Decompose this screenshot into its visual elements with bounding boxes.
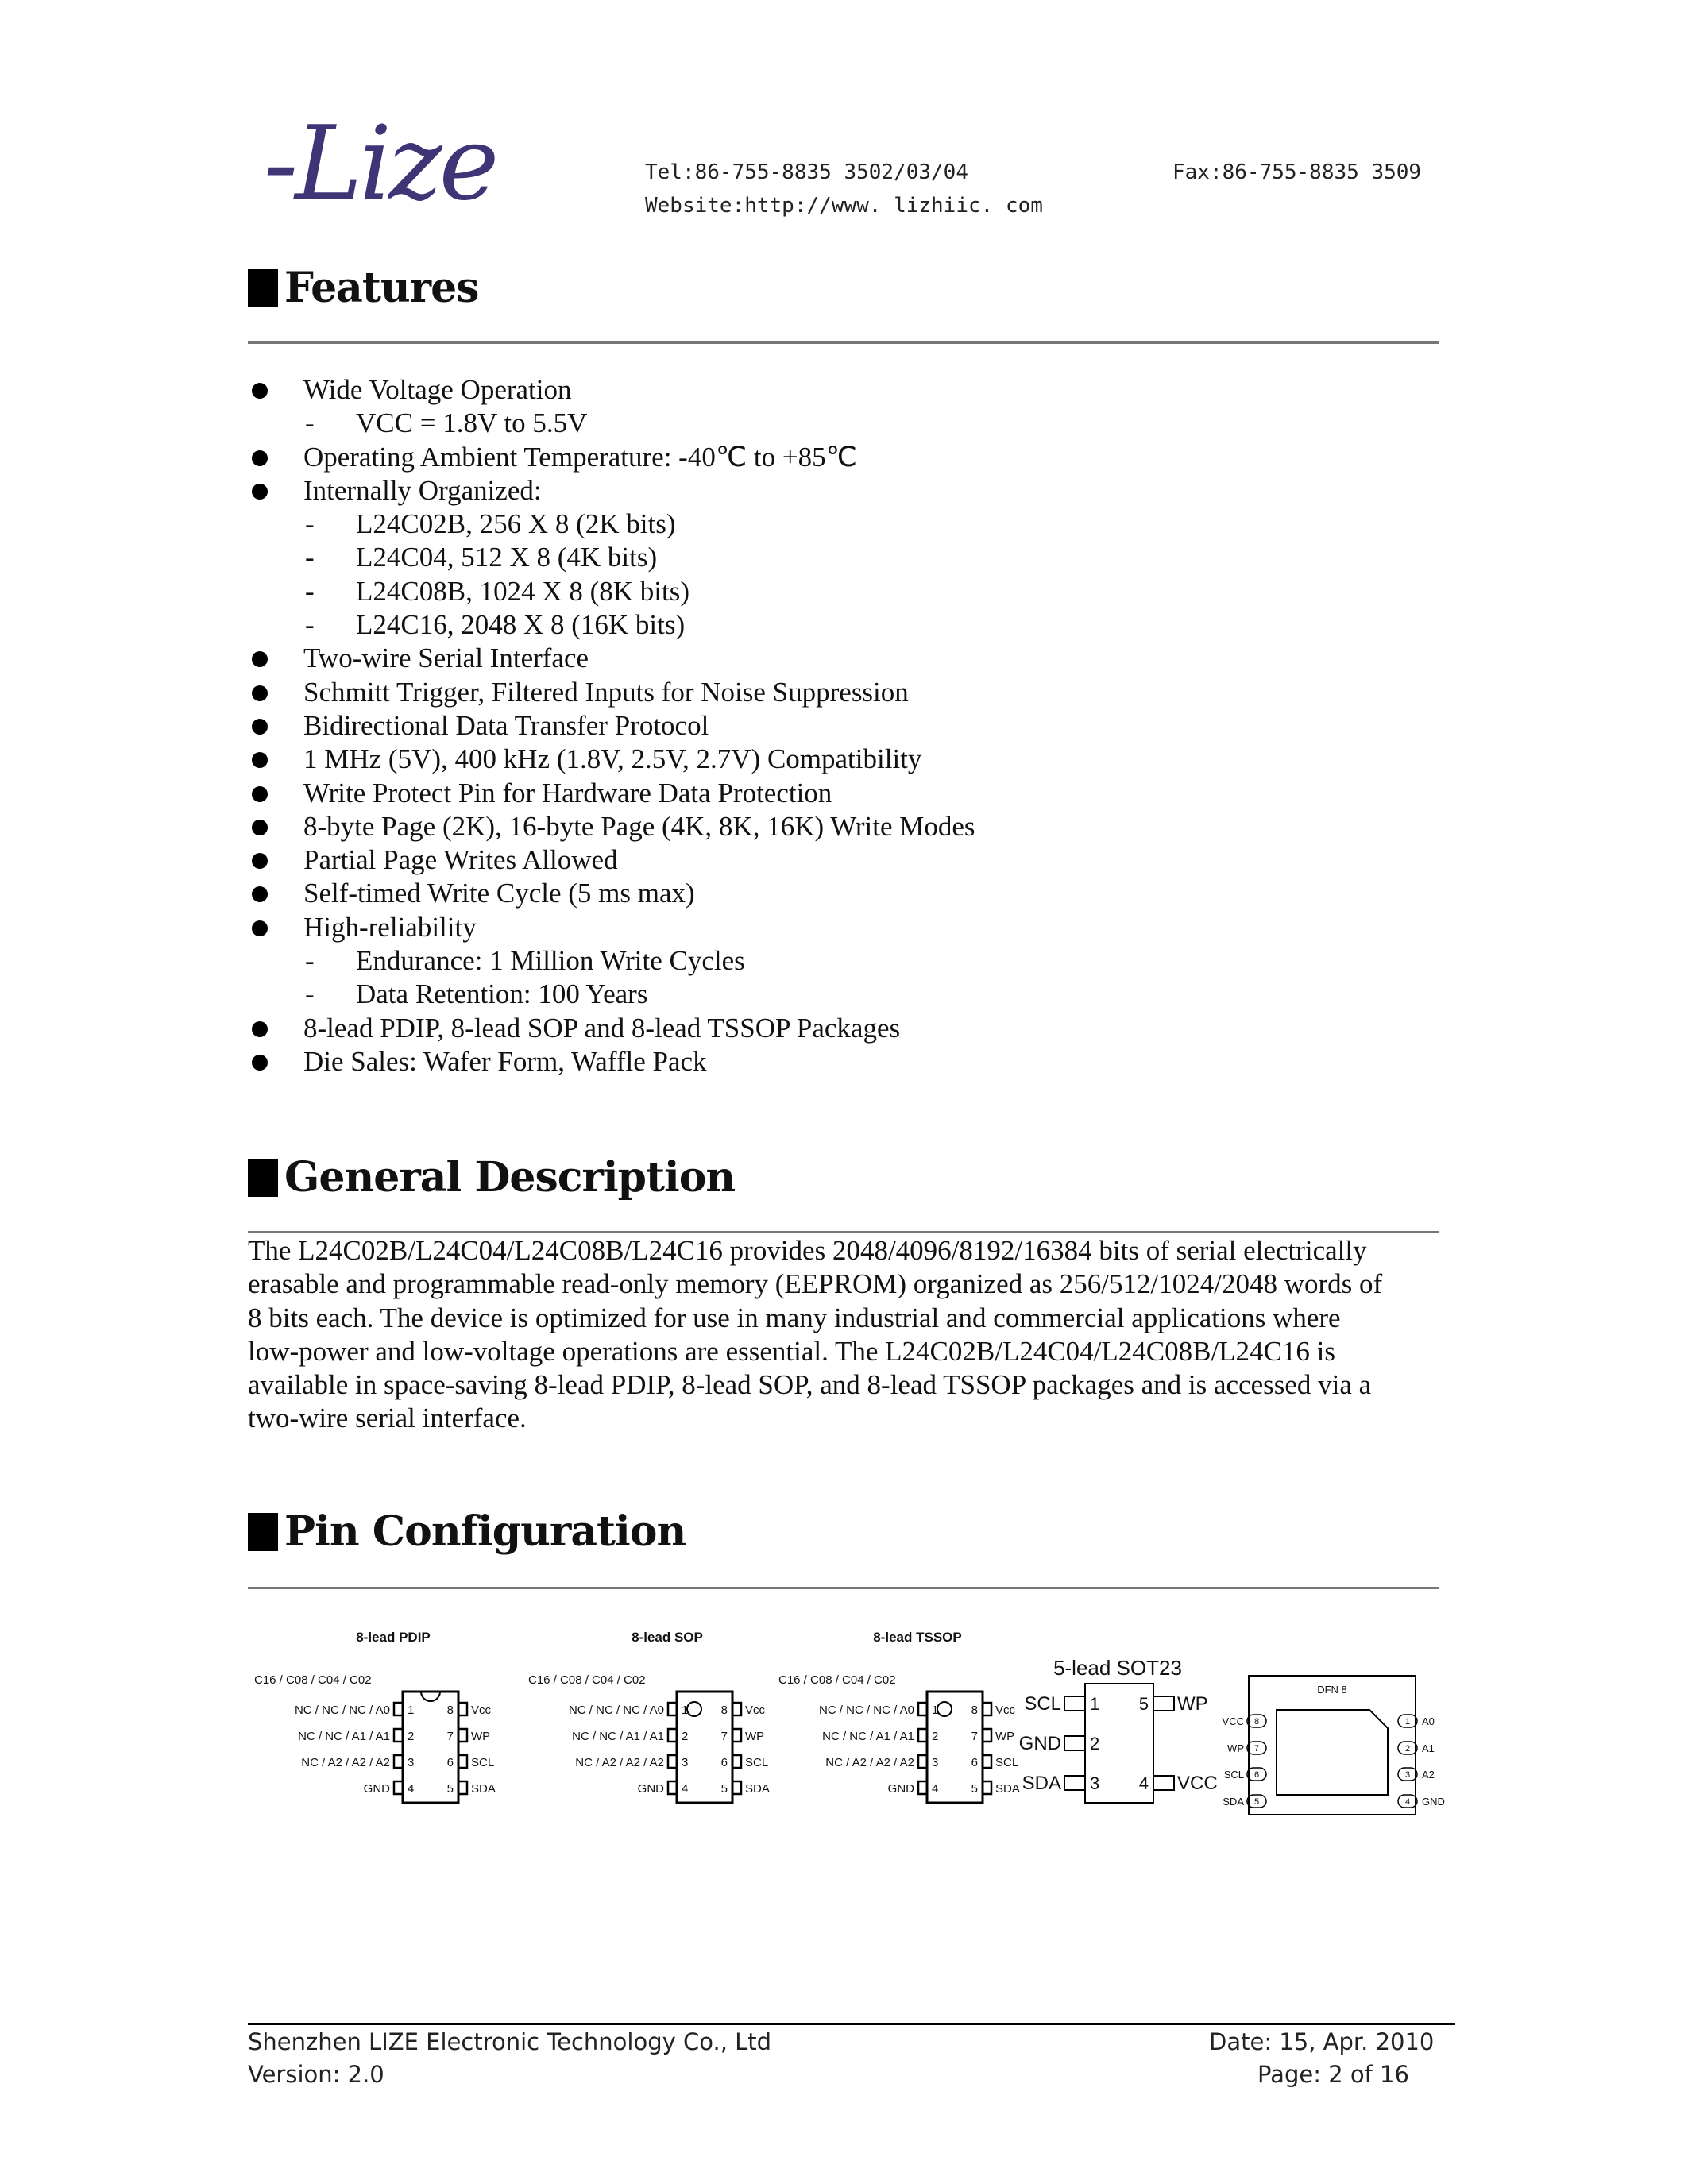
feature-item: [248, 877, 1439, 910]
pin-label: NC / NC / NC / A0: [568, 1704, 664, 1717]
pin-label: SDA: [745, 1782, 770, 1796]
dfn-pin-label: WP: [1227, 1742, 1244, 1754]
description-line: erasable and programmable read-only memory (EEPROM) organized as 256/512/1024/2048 words of: [248, 1268, 1383, 1300]
dfn-pin-label: A2: [1422, 1769, 1435, 1781]
pin-pad: [983, 1781, 991, 1794]
package-title: 8-lead TSSOP: [873, 1630, 962, 1645]
description-line: The L24C02B/L24C04/L24C08B/L24C16 provides 2048/4096/8192/16384 bits of serial electrically: [248, 1235, 1367, 1266]
feature-text: Wide Voltage Operation: [303, 374, 572, 405]
feature-subitem: [248, 541, 1439, 574]
header-fax: Fax:86-755-8835 3509: [1172, 160, 1422, 184]
description-line: low-power and low-voltage operations are essential. The L24C02B/L24C04/L24C08B/L24C16 is: [248, 1335, 1335, 1367]
dash-icon: -: [305, 508, 315, 540]
variant-header: C16 / C08 / C04 / C02: [778, 1673, 896, 1687]
sot23-pad: [1064, 1696, 1085, 1711]
pin-label: WP: [745, 1730, 765, 1743]
sot23-pad: [1064, 1736, 1085, 1750]
pin-number: 6: [971, 1756, 978, 1769]
bullet-icon: [252, 820, 268, 835]
pin-pad: [918, 1703, 927, 1715]
bullet-icon: [252, 886, 268, 902]
pin-pad: [668, 1781, 677, 1794]
dash-icon: -: [305, 945, 315, 977]
feature-item: [248, 676, 1439, 709]
feature-item: [248, 810, 1439, 843]
header-tel: Tel:86-755-8835 3502/03/04: [645, 160, 968, 184]
pin-label: SDA: [471, 1782, 496, 1796]
footer-rule: [248, 2023, 1455, 2025]
description-heading: [248, 1153, 735, 1202]
features-rule: [248, 341, 1439, 344]
pin-pad: [918, 1755, 927, 1768]
feature-subitem-text: Data Retention: 100 Years: [356, 978, 648, 1010]
feature-item: [248, 642, 1439, 675]
feature-text: Internally Organized:: [303, 474, 542, 506]
dfn-pin-number: 3: [1404, 1770, 1411, 1780]
pin-number: 6: [720, 1756, 728, 1769]
feature-text: Bidirectional Data Transfer Protocol: [303, 709, 709, 741]
bullet-icon: [252, 1055, 268, 1071]
pin-number: 5: [971, 1782, 978, 1796]
description-text: [248, 1234, 1439, 1436]
feature-subitem-text: L24C04, 512 X 8 (4K bits): [356, 542, 658, 573]
description-title: General Description: [284, 1153, 736, 1202]
pin-config-rule: [248, 1587, 1439, 1589]
footer-date: Date: 15, Apr. 2010: [1209, 2028, 1435, 2055]
dfn-pin-number: 1: [1404, 1717, 1411, 1727]
feature-item: [248, 1012, 1439, 1045]
variant-header: C16 / C08 / C04 / C02: [254, 1673, 372, 1687]
pin-label: WP: [995, 1730, 1015, 1743]
pin-pad: [983, 1755, 991, 1768]
pin-pad: [668, 1729, 677, 1742]
dfn-pin-label: SCL: [1223, 1769, 1244, 1781]
pin-number: 2: [682, 1730, 689, 1743]
pin-number: 1: [408, 1704, 415, 1717]
feature-item: [248, 843, 1439, 877]
dfn-pin-label: GND: [1422, 1796, 1445, 1808]
pin-label: NC / A2 / A2 / A2: [575, 1756, 664, 1769]
pin-label: NC / NC / A1 / A1: [572, 1730, 664, 1743]
feature-text: Self-timed Write Cycle (5 ms max): [303, 878, 695, 909]
feature-item: [248, 1045, 1439, 1078]
sot23-pad: [1153, 1696, 1174, 1711]
sot23-title: 5-lead SOT23: [1053, 1656, 1182, 1680]
bullet-icon: [252, 450, 268, 466]
feature-subitem-text: L24C16, 2048 X 8 (16K bits): [356, 609, 686, 641]
pin-number: 2: [408, 1730, 415, 1743]
dfn-pin-number: 5: [1253, 1797, 1260, 1807]
pin-number: 4: [408, 1782, 415, 1796]
dfn-pin-number: 7: [1253, 1744, 1260, 1754]
sot23-pin-number: 4: [1138, 1773, 1149, 1793]
pin-number: 1: [932, 1704, 939, 1717]
feature-item: [248, 777, 1439, 810]
feature-subitem-text: L24C08B, 1024 X 8 (8K bits): [356, 575, 689, 607]
dfn-pin-label: VCC: [1222, 1715, 1244, 1727]
dfn-pin-number: 4: [1404, 1797, 1411, 1807]
feature-item: [248, 743, 1439, 776]
footer-page: Page: 2 of 16: [1257, 2061, 1409, 2088]
feature-text: 8-byte Page (2K), 16-byte Page (4K, 8K, 16K) Write Modes: [303, 810, 975, 842]
pin-pad: [668, 1755, 677, 1768]
bullet-icon: [252, 752, 268, 768]
features-heading: [248, 264, 478, 312]
feature-text: Two-wire Serial Interface: [303, 642, 589, 674]
pin-number: 7: [971, 1730, 978, 1743]
feature-subitem-text: VCC = 1.8V to 5.5V: [356, 407, 588, 439]
feature-item: [248, 911, 1439, 944]
pin-pad: [732, 1755, 741, 1768]
feature-text: Schmitt Trigger, Filtered Inputs for Noise Suppression: [303, 676, 909, 708]
feature-text: Partial Page Writes Allowed: [303, 844, 618, 876]
description-rule: [248, 1231, 1439, 1233]
pin-label: SCL: [995, 1756, 1019, 1769]
sot23-pin-number: 1: [1090, 1694, 1100, 1714]
pin-config-title: Pin Configuration: [284, 1507, 686, 1556]
dfn-exposed-pad: [1277, 1710, 1388, 1795]
sot23-pad: [1064, 1776, 1085, 1790]
pin-pad: [394, 1781, 403, 1794]
pin-label: SCL: [745, 1756, 769, 1769]
pin-number: 1: [682, 1704, 689, 1717]
feature-subitem: [248, 507, 1439, 541]
feature-text: Write Protect Pin for Hardware Data Protection: [303, 777, 832, 808]
feature-text: Die Sales: Wafer Form, Waffle Pack: [303, 1045, 707, 1077]
pin-label: NC / A2 / A2 / A2: [301, 1756, 390, 1769]
pin-pad: [458, 1781, 467, 1794]
pin-label: Vcc: [995, 1704, 1016, 1717]
pin-pad: [458, 1755, 467, 1768]
feature-subitem-text: L24C02B, 256 X 8 (2K bits): [356, 508, 676, 540]
pin-diagram-svg: [248, 1616, 1445, 1839]
pin-pad: [732, 1703, 741, 1715]
pin1-marker-icon: [937, 1702, 952, 1716]
bullet-icon: [252, 651, 268, 667]
dash-icon: -: [305, 407, 315, 439]
feature-text: Operating Ambient Temperature: -40℃ to +85℃: [303, 441, 857, 473]
feature-subitem: [248, 944, 1439, 978]
pin-pad: [458, 1729, 467, 1742]
bullet-icon: [252, 685, 268, 701]
lize-logo: [264, 102, 526, 221]
package-title: 8-lead PDIP: [356, 1630, 431, 1645]
feature-subitem-text: Endurance: 1 Million Write Cycles: [356, 945, 745, 977]
pin-label: SDA: [995, 1782, 1020, 1796]
pin-number: 8: [446, 1704, 454, 1717]
variant-header: C16 / C08 / C04 / C02: [528, 1673, 646, 1687]
pin-pad: [918, 1781, 927, 1794]
pin-number: 5: [446, 1782, 454, 1796]
feature-text: High-reliability: [303, 911, 477, 943]
pin-pad: [918, 1729, 927, 1742]
pin-label: NC / A2 / A2 / A2: [825, 1756, 914, 1769]
pin-pad: [732, 1781, 741, 1794]
description-line: 8 bits each. The device is optimized for use in many industrial and commercial applications where: [248, 1302, 1341, 1333]
feature-item: [248, 709, 1439, 743]
pin-config-heading: [248, 1507, 686, 1556]
dfn-pin-label: SDA: [1223, 1796, 1244, 1808]
pin-label: GND: [887, 1782, 914, 1796]
pin-number: 3: [408, 1756, 415, 1769]
dash-icon: -: [305, 575, 315, 607]
footer-company: Shenzhen LIZE Electronic Technology Co., Ltd: [248, 2028, 772, 2055]
feature-subitem: [248, 978, 1439, 1011]
feature-text: 8-lead PDIP, 8-lead SOP and 8-lead TSSOP Packages: [303, 1012, 901, 1044]
pin-pad: [983, 1703, 991, 1715]
dfn-pin-label: A0: [1422, 1715, 1435, 1727]
pin-pad: [668, 1703, 677, 1715]
pin-number: 3: [682, 1756, 689, 1769]
pin-pad: [732, 1729, 741, 1742]
sot23-pin-number: 3: [1090, 1773, 1100, 1793]
feature-subitem: [248, 575, 1439, 608]
feature-subitem: [248, 407, 1439, 440]
pin-label: GND: [363, 1782, 390, 1796]
pin-number: 6: [446, 1756, 454, 1769]
bullet-icon: [252, 719, 268, 735]
pin-number: 2: [932, 1730, 939, 1743]
pin-label: NC / NC / NC / A0: [294, 1704, 390, 1717]
description-line: two-wire serial interface.: [248, 1403, 527, 1434]
lize-logo-text: -Lize: [264, 105, 496, 223]
pin-number: 7: [446, 1730, 454, 1743]
pin-number: 7: [720, 1730, 728, 1743]
pin-pad: [458, 1703, 467, 1715]
feature-text: 1 MHz (5V), 400 kHz (1.8V, 2.5V, 2.7V) Compatibility: [303, 743, 922, 775]
feature-item: [248, 441, 1439, 474]
heading-marker-icon: [248, 269, 278, 307]
pin-label: WP: [471, 1730, 491, 1743]
pin-number: 8: [971, 1704, 978, 1717]
header-website: Website:http://www. lizhiic. com: [645, 194, 1043, 218]
pin-pad: [394, 1729, 403, 1742]
package-title: 8-lead SOP: [632, 1630, 703, 1645]
pin-label: NC / NC / A1 / A1: [298, 1730, 390, 1743]
sot23-pin-label: SDA: [1022, 1773, 1061, 1794]
heading-marker-icon: [248, 1159, 278, 1197]
pin-number: 4: [932, 1782, 939, 1796]
dash-icon: -: [305, 978, 315, 1010]
bullet-icon: [252, 853, 268, 869]
dfn-pin-number: 8: [1253, 1717, 1260, 1727]
dfn-title: DFN 8: [1317, 1684, 1347, 1696]
pin-number: 8: [720, 1704, 728, 1717]
pin-number: 5: [720, 1782, 728, 1796]
sot23-pin-label: WP: [1177, 1693, 1208, 1715]
dash-icon: -: [305, 542, 315, 573]
pin-label: Vcc: [745, 1704, 766, 1717]
pin-label: NC / NC / NC / A0: [818, 1704, 914, 1717]
features-list: [248, 373, 1439, 1078]
pin-pad: [394, 1703, 403, 1715]
dfn-pin-label: A1: [1422, 1742, 1435, 1754]
chip-notch: [421, 1692, 440, 1701]
sot23-pin-number: 5: [1138, 1694, 1149, 1714]
sot23-pin-label: VCC: [1177, 1773, 1218, 1794]
bullet-icon: [252, 383, 268, 399]
bullet-icon: [252, 920, 268, 936]
sot23-pin-label: SCL: [1024, 1693, 1061, 1715]
dfn-body: [1249, 1676, 1416, 1815]
pin1-marker-icon: [687, 1702, 701, 1716]
feature-subitem: [248, 608, 1439, 642]
pin-diagrams: [248, 1616, 1445, 1839]
sot23-pin-label: GND: [1018, 1733, 1061, 1754]
pin-label: SCL: [471, 1756, 495, 1769]
pin-number: 4: [682, 1782, 689, 1796]
bullet-icon: [252, 484, 268, 500]
feature-item: [248, 373, 1439, 407]
dash-icon: -: [305, 609, 315, 641]
sot23-pad: [1153, 1776, 1174, 1790]
dfn-pin-number: 6: [1253, 1770, 1260, 1780]
bullet-icon: [252, 1021, 268, 1037]
feature-item: [248, 474, 1439, 507]
pin-label: Vcc: [471, 1704, 492, 1717]
sot23-pin-number: 2: [1090, 1734, 1100, 1754]
footer-version: Version: 2.0: [248, 2061, 384, 2088]
pin-label: NC / NC / A1 / A1: [822, 1730, 914, 1743]
dfn-pin-number: 2: [1404, 1744, 1411, 1754]
description-line: available in space-saving 8-lead PDIP, 8-lead SOP, and 8-lead TSSOP packages and is accessed via a: [248, 1369, 1372, 1401]
bullet-icon: [252, 786, 268, 802]
pin-label: GND: [637, 1782, 664, 1796]
features-title: Features: [284, 264, 479, 312]
heading-marker-icon: [248, 1513, 278, 1551]
pin-pad: [983, 1729, 991, 1742]
pin-number: 3: [932, 1756, 939, 1769]
pin-pad: [394, 1755, 403, 1768]
